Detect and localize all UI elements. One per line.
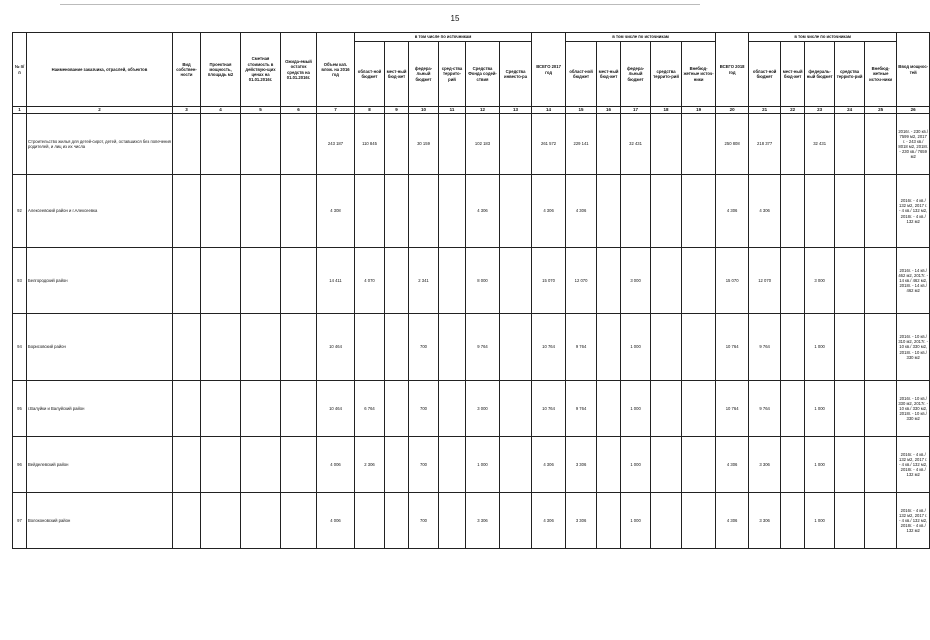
column-number: 15: [566, 107, 597, 114]
value-cell: [241, 314, 281, 381]
value-cell: [651, 493, 682, 549]
investment-table: [12, 32, 930, 549]
value-cell: [805, 175, 835, 248]
value-cell: [621, 175, 651, 248]
value-cell: [281, 437, 317, 493]
column-number: 17: [621, 107, 651, 114]
value-cell: [682, 114, 716, 175]
value-cell: [865, 248, 897, 314]
group-header-2018: в том числе по источникам: [749, 33, 897, 42]
group-header-2016: в том числе по источникам: [355, 33, 532, 42]
value-cell: [385, 437, 409, 493]
row-number: 97: [13, 493, 27, 549]
value-cell: [439, 114, 466, 175]
subheader: средства террито-рий: [651, 42, 682, 107]
header-num: № п/п: [13, 33, 27, 107]
value-cell: [385, 248, 409, 314]
value-cell: [835, 175, 865, 248]
table-row: [13, 175, 930, 248]
column-number: 21: [749, 107, 781, 114]
value-cell: 700: [409, 314, 439, 381]
value-cell: 4 006: [317, 493, 355, 549]
column-number: 14: [532, 107, 566, 114]
value-cell: [651, 114, 682, 175]
value-cell: 1 000: [621, 437, 651, 493]
value-cell: [597, 314, 621, 381]
column-number: 23: [805, 107, 835, 114]
row-number: 93: [13, 248, 27, 314]
value-cell: [439, 437, 466, 493]
value-cell: 700: [409, 437, 439, 493]
group-header-2017: в том числе по источникам: [566, 33, 716, 42]
column-number: 5: [241, 107, 281, 114]
column-number: 16: [597, 107, 621, 114]
value-cell: [781, 381, 805, 437]
value-cell: [651, 437, 682, 493]
value-cell: 700: [409, 381, 439, 437]
value-cell: [439, 493, 466, 549]
value-cell: 1 000: [466, 437, 500, 493]
value-cell: [682, 493, 716, 549]
value-cell: 10 764: [532, 314, 566, 381]
column-number: 7: [317, 107, 355, 114]
object-name: Белгородский район: [27, 248, 173, 314]
value-cell: [781, 114, 805, 175]
value-cell: 3 306: [466, 493, 500, 549]
value-cell: 110 845: [355, 114, 385, 175]
value-cell: 9 764: [749, 381, 781, 437]
header-name: Наименование заказчика, отраслей, объектов: [27, 33, 173, 107]
value-cell: [385, 381, 409, 437]
top-rule: [60, 4, 700, 5]
value-cell: [865, 437, 897, 493]
column-number: 3: [173, 107, 201, 114]
commissioning-cell: 2016г. - 10 кв./ 330 м2, 2017г. - 10 кв./ 330 м2, 2018г. - 10 кв./ 330 м2: [897, 381, 930, 437]
value-cell: 1 000: [621, 381, 651, 437]
value-cell: 1 000: [621, 493, 651, 549]
value-cell: [281, 314, 317, 381]
subheader: федераль-ный бюджет: [805, 42, 835, 107]
commissioning-cell: 2016г. - 14 кв./ 462 м2, 2017г. - 14 кв./ 462 м2, 2018г. - 14 кв./ 462 м2: [897, 248, 930, 314]
value-cell: 4 070: [355, 248, 385, 314]
value-cell: [173, 437, 201, 493]
column-number: 6: [281, 107, 317, 114]
value-cell: [439, 175, 466, 248]
value-cell: [439, 381, 466, 437]
value-cell: [241, 175, 281, 248]
value-cell: [835, 248, 865, 314]
value-cell: 4 306: [716, 493, 749, 549]
table-row: [13, 493, 930, 549]
column-number: 18: [651, 107, 682, 114]
header-ownership: Вид собствен-ности: [173, 33, 201, 107]
column-number: 22: [781, 107, 805, 114]
value-cell: [597, 175, 621, 248]
value-cell: [651, 314, 682, 381]
value-cell: 1 000: [805, 381, 835, 437]
value-cell: 4 006: [317, 437, 355, 493]
value-cell: 10 764: [716, 314, 749, 381]
table-row: [13, 314, 930, 381]
subheader: мест-ный бюд-жет: [385, 42, 409, 107]
value-cell: [201, 314, 241, 381]
value-cell: [201, 493, 241, 549]
value-cell: 32 431: [805, 114, 835, 175]
table-row: [13, 437, 930, 493]
value-cell: [173, 493, 201, 549]
value-cell: [355, 175, 385, 248]
value-cell: [201, 175, 241, 248]
value-cell: [651, 381, 682, 437]
value-cell: 15 070: [532, 248, 566, 314]
value-cell: [865, 381, 897, 437]
value-cell: 218 377: [749, 114, 781, 175]
value-cell: [865, 114, 897, 175]
value-cell: 4 306: [532, 493, 566, 549]
value-cell: 3 306: [566, 493, 597, 549]
commissioning-cell: 2016г. - 4 кв./ 132 м2, 2017 г. - 4 кв./ 132 м2, 2018г. - 4 кв./ 132 м2: [897, 493, 930, 549]
header-estimate: Сметная стоимость в действую-щих ценах на 01.01.2016г.: [241, 33, 281, 107]
commissioning-cell: 2016г. - 4 кв./ 132 м2, 2017 г. - 4 кв./ 132 м2, 2018г. - 4 кв./ 132 м2: [897, 437, 930, 493]
value-cell: [597, 437, 621, 493]
value-cell: [500, 175, 532, 248]
value-cell: [500, 114, 532, 175]
value-cell: 3 306: [749, 437, 781, 493]
value-cell: [281, 114, 317, 175]
value-cell: [781, 493, 805, 549]
value-cell: 102 183: [466, 114, 500, 175]
value-cell: [241, 437, 281, 493]
subheader: средства террито-рий: [835, 42, 865, 107]
column-number: 11: [439, 107, 466, 114]
row-number: [13, 114, 27, 175]
value-cell: 700: [409, 493, 439, 549]
value-cell: [651, 248, 682, 314]
object-name: Алексеевский район и г.Алексеевка: [27, 175, 173, 248]
value-cell: [385, 314, 409, 381]
value-cell: [500, 381, 532, 437]
subheader: федера-льный бюджет: [621, 42, 651, 107]
column-number: 12: [466, 107, 500, 114]
value-cell: 3 000: [466, 381, 500, 437]
subheader: Средства Фонда содей-ствия: [466, 42, 500, 107]
value-cell: 15 070: [716, 248, 749, 314]
subheader: мест-ный бюд-жет: [781, 42, 805, 107]
value-cell: [385, 175, 409, 248]
row-number: 94: [13, 314, 27, 381]
table-row: [13, 248, 930, 314]
value-cell: 8 000: [466, 248, 500, 314]
header-total-2017: ВСЕГО 2017 год: [532, 33, 566, 107]
value-cell: 9 764: [566, 381, 597, 437]
subheader: област-ной бюджет: [566, 42, 597, 107]
column-number: 4: [201, 107, 241, 114]
row-number: 95: [13, 381, 27, 437]
value-cell: 2 306: [355, 437, 385, 493]
value-cell: 30 159: [409, 114, 439, 175]
header-volume-2016: Объем кап. влож. на 2016 год: [317, 33, 355, 107]
value-cell: [781, 175, 805, 248]
value-cell: [241, 493, 281, 549]
value-cell: 9 764: [466, 314, 500, 381]
value-cell: 10 764: [716, 381, 749, 437]
column-number: 24: [835, 107, 865, 114]
column-number: 20: [716, 107, 749, 114]
value-cell: [281, 175, 317, 248]
value-cell: 9 764: [749, 314, 781, 381]
value-cell: 10 764: [532, 381, 566, 437]
value-cell: 4 306: [532, 437, 566, 493]
value-cell: [682, 248, 716, 314]
value-cell: [201, 381, 241, 437]
value-cell: [781, 437, 805, 493]
column-number-row: [13, 107, 930, 114]
value-cell: 3 306: [749, 493, 781, 549]
value-cell: [500, 493, 532, 549]
value-cell: [385, 493, 409, 549]
value-cell: 4 306: [716, 437, 749, 493]
subheader: Средства инвесто-ра: [500, 42, 532, 107]
value-cell: 3 000: [805, 248, 835, 314]
value-cell: 4 306: [716, 175, 749, 248]
value-cell: [781, 314, 805, 381]
value-cell: [682, 381, 716, 437]
column-number: 2: [27, 107, 173, 114]
subheader: Внебюд-жетные источ-ники: [682, 42, 716, 107]
table-row: [13, 114, 930, 175]
value-cell: 4 306: [466, 175, 500, 248]
value-cell: 12 070: [749, 248, 781, 314]
value-cell: [597, 493, 621, 549]
value-cell: [651, 175, 682, 248]
table-row: [13, 381, 930, 437]
value-cell: 6 764: [355, 381, 385, 437]
value-cell: [385, 114, 409, 175]
column-number: 9: [385, 107, 409, 114]
column-number: 26: [897, 107, 930, 114]
column-number: 25: [865, 107, 897, 114]
value-cell: [241, 114, 281, 175]
value-cell: [682, 175, 716, 248]
value-cell: 14 411: [317, 248, 355, 314]
value-cell: [597, 381, 621, 437]
column-number: 1: [13, 107, 27, 114]
subheader: мест-ный бюд-жет: [597, 42, 621, 107]
value-cell: [500, 314, 532, 381]
value-cell: 4 308: [317, 175, 355, 248]
subheader: сред-ства террито-рий: [439, 42, 466, 107]
page-number: 15: [450, 14, 460, 23]
value-cell: [409, 175, 439, 248]
column-number: 10: [409, 107, 439, 114]
header-balance: Ожида-емый остаток средств на 01.01.2016г.: [281, 33, 317, 107]
header-capacity: Проектная мощность, площадь м2: [201, 33, 241, 107]
column-number: 13: [500, 107, 532, 114]
commissioning-cell: 2016г. - 10 кв./ 310 м2, 2017г. - 10 кв./ 330 м2, 2018г. - 10 кв./ 330 м2: [897, 314, 930, 381]
value-cell: [597, 114, 621, 175]
value-cell: [865, 493, 897, 549]
value-cell: [241, 381, 281, 437]
value-cell: [281, 248, 317, 314]
value-cell: [865, 314, 897, 381]
value-cell: [281, 493, 317, 549]
value-cell: 1 000: [621, 314, 651, 381]
subheader: област-ной бюджет: [355, 42, 385, 107]
value-cell: [173, 314, 201, 381]
value-cell: [835, 114, 865, 175]
value-cell: 1 000: [805, 437, 835, 493]
value-cell: 32 431: [621, 114, 651, 175]
value-cell: [439, 314, 466, 381]
value-cell: [835, 493, 865, 549]
value-cell: [597, 248, 621, 314]
value-cell: [173, 381, 201, 437]
object-name: Волоконовский район: [27, 493, 173, 549]
value-cell: [201, 437, 241, 493]
row-number: 92: [13, 175, 27, 248]
value-cell: [835, 437, 865, 493]
value-cell: [201, 114, 241, 175]
value-cell: [173, 248, 201, 314]
value-cell: 243 187: [317, 114, 355, 175]
value-cell: [835, 381, 865, 437]
value-cell: 4 306: [532, 175, 566, 248]
value-cell: [201, 248, 241, 314]
value-cell: [439, 248, 466, 314]
object-name: Строительство жилья для детей-сирот, детей, оставшихся без попечения родителей, и лиц из их числа: [27, 114, 173, 175]
value-cell: [355, 314, 385, 381]
object-name: г.Валуйки и Валуйский район: [27, 381, 173, 437]
value-cell: 250 808: [716, 114, 749, 175]
value-cell: 261 572: [532, 114, 566, 175]
value-cell: 4 306: [566, 175, 597, 248]
value-cell: 3 306: [566, 437, 597, 493]
value-cell: 2 341: [409, 248, 439, 314]
value-cell: 229 141: [566, 114, 597, 175]
header-total-2018: ВСЕГО 2018 год: [716, 33, 749, 107]
value-cell: 4 306: [749, 175, 781, 248]
row-number: 96: [13, 437, 27, 493]
value-cell: 3 000: [621, 248, 651, 314]
value-cell: [865, 175, 897, 248]
value-cell: 1 000: [805, 493, 835, 549]
value-cell: 10 464: [317, 314, 355, 381]
subheader: област-ной бюджет: [749, 42, 781, 107]
value-cell: 10 464: [317, 381, 355, 437]
value-cell: [835, 314, 865, 381]
value-cell: 9 764: [566, 314, 597, 381]
column-number: 8: [355, 107, 385, 114]
table-body: [13, 114, 930, 549]
value-cell: [682, 437, 716, 493]
subheader: Внебюд-жетные источ-ники: [865, 42, 897, 107]
value-cell: [241, 248, 281, 314]
value-cell: [500, 248, 532, 314]
value-cell: [781, 248, 805, 314]
value-cell: [173, 114, 201, 175]
column-number: 19: [682, 107, 716, 114]
value-cell: [281, 381, 317, 437]
commissioning-cell: 2016г. - 230 кв./ 7599 м2, 2017 г. - 243 кв./ 8018 м2, 2018г. - 230 кв./ 7659 м2: [897, 114, 930, 175]
value-cell: [500, 437, 532, 493]
object-name: Борисовский район: [27, 314, 173, 381]
value-cell: 12 070: [566, 248, 597, 314]
subheader: федера-льный бюджет: [409, 42, 439, 107]
object-name: Вейделевский район: [27, 437, 173, 493]
commissioning-cell: 2016г. - 4 кв./ 132 м2, 2017 г. - 4 кв./ 132 м2, 2018г. - 4 кв./ 132 м2: [897, 175, 930, 248]
header-commissioning: Ввод мощнос-тей: [897, 33, 930, 107]
value-cell: [355, 493, 385, 549]
value-cell: [173, 175, 201, 248]
value-cell: [682, 314, 716, 381]
value-cell: 1 000: [805, 314, 835, 381]
